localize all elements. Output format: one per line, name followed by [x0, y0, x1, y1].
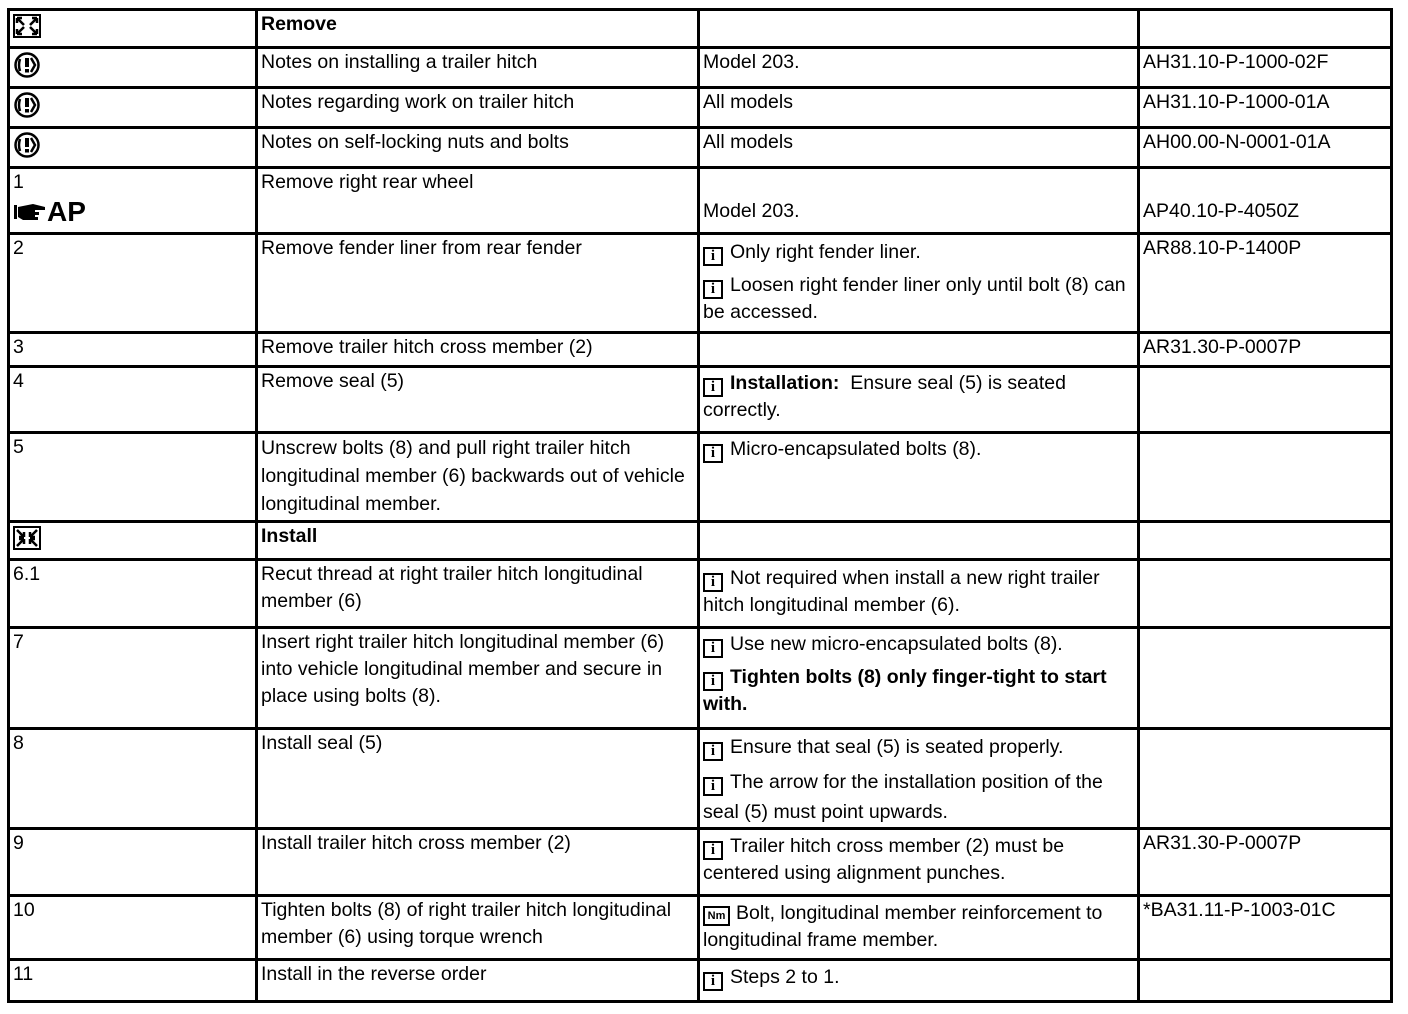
empty-cell — [699, 10, 1139, 48]
step-number: 7 — [9, 628, 257, 729]
step-text: Install seal (5) — [257, 729, 699, 829]
step-text: Remove trailer hitch cross member (2) — [257, 333, 699, 367]
step-row — [9, 628, 1392, 729]
applies-to: Model 203. — [699, 48, 1139, 88]
reference-link[interactable]: AR31.30-P-0007P — [1139, 829, 1392, 896]
procedure-table — [7, 8, 1393, 1003]
ap-link[interactable] — [13, 196, 86, 228]
info-icon: i — [703, 841, 723, 860]
torque-note: Nm Bolt, longitudinal member reinforcement to longitudinal frame member. — [703, 902, 1103, 951]
step-text: Unscrew bolts (8) and pull right trailer hitch longitudinal member (6) backwards out of vehicle longitudinal member. — [257, 433, 699, 522]
empty-cell — [1139, 729, 1392, 829]
step-row — [9, 367, 1392, 433]
info-icon: i — [703, 280, 723, 299]
info-icon: i — [703, 639, 723, 658]
step-row — [9, 168, 1392, 234]
info-note: i Tighten bolts (8) only finger-tight to start with. — [703, 666, 1107, 715]
reference-link[interactable]: AH31.10-P-1000-01A — [1139, 88, 1392, 128]
step-number: 5 — [9, 433, 257, 522]
info-icon: i — [703, 444, 723, 463]
step-text: Remove seal (5) — [257, 367, 699, 433]
notes-row — [9, 88, 1392, 128]
applies-to: Model 203. — [703, 200, 800, 222]
section-header-remove — [9, 10, 1392, 48]
step-text: Install in the reverse order — [257, 960, 699, 1002]
step-text: Remove fender liner from rear fender — [257, 234, 699, 333]
info-note: i Loosen right fender liner only until bolt (8) can be accessed. — [703, 274, 1126, 323]
step-row — [9, 960, 1392, 1002]
caution-icon — [13, 132, 41, 158]
step-text: Recut thread at right trailer hitch longitudinal member (6) — [257, 560, 699, 628]
section-title-remove: Remove — [257, 10, 699, 48]
info-icon: i — [703, 742, 723, 761]
caution-icon — [13, 52, 41, 78]
reference-link[interactable]: AH00.00-N-0001-01A — [1139, 128, 1392, 168]
info-icon: i — [703, 972, 723, 991]
section-header-install — [9, 522, 1392, 560]
empty-cell — [1139, 522, 1392, 560]
reference-link[interactable]: AH31.10-P-1000-02F — [1139, 48, 1392, 88]
reference-link[interactable]: AR88.10-P-1400P — [1139, 234, 1392, 333]
note-text: Notes regarding work on trailer hitch — [257, 88, 699, 128]
step-number: 1 — [13, 171, 24, 193]
empty-cell — [699, 522, 1139, 560]
step-text: Tighten bolts (8) of right trailer hitch longitudinal member (6) using torque wrench — [257, 896, 699, 960]
note-text: Notes on installing a trailer hitch — [257, 48, 699, 88]
step-number: 8 — [9, 729, 257, 829]
info-note: i Steps 2 to 1. — [703, 964, 1134, 991]
empty-cell — [1139, 10, 1392, 48]
reference-link[interactable]: AR31.30-P-0007P — [1139, 333, 1392, 367]
info-icon: i — [703, 247, 723, 266]
info-icon: i — [703, 378, 723, 397]
step-number: 11 — [9, 960, 257, 1002]
info-icon: i — [703, 573, 723, 592]
step-number: 9 — [9, 829, 257, 896]
step-number: 4 — [9, 367, 257, 433]
empty-cell — [1139, 628, 1392, 729]
info-icon: i — [703, 777, 723, 796]
info-icon: i — [703, 672, 723, 691]
step-text: Remove right rear wheel — [257, 168, 699, 234]
info-note: i Not required when install a new right trailer hitch longitudinal member (6). — [703, 567, 1100, 616]
step-number: 2 — [9, 234, 257, 333]
notes-row — [9, 48, 1392, 88]
step-number: 3 — [9, 333, 257, 367]
info-note: i Installation: Ensure seal (5) is seated correctly. — [703, 372, 1066, 421]
caution-icon — [13, 92, 41, 118]
step-text: Insert right trailer hitch longitudinal member (6) into vehicle longitudinal member and secure in place using bolts (8). — [257, 628, 699, 729]
step-text: Install trailer hitch cross member (2) — [257, 829, 699, 896]
step-row — [9, 729, 1392, 829]
empty-cell — [1139, 433, 1392, 522]
step-row — [9, 333, 1392, 367]
info-note: i Trailer hitch cross member (2) must be centered using alignment punches. — [703, 835, 1065, 884]
applies-to: All models — [699, 88, 1139, 128]
empty-cell — [1139, 960, 1392, 1002]
step-number: 10 — [9, 896, 257, 960]
ap-label: AP — [47, 196, 86, 227]
remove-icon-cell — [9, 10, 257, 48]
step-row — [9, 829, 1392, 896]
step-row — [9, 234, 1392, 333]
info-note: i The arrow for the installation position of the seal (5) must point upwards. — [703, 771, 1103, 823]
section-title-install: Install — [257, 522, 699, 560]
empty-cell — [699, 333, 1139, 367]
torque-icon: Nm — [703, 906, 730, 926]
install-icon — [13, 526, 41, 550]
pointing-hand-icon — [13, 201, 47, 223]
step-row — [9, 896, 1392, 960]
reference-link[interactable]: *BA31.11-P-1003-01C — [1139, 896, 1392, 960]
info-note: i Only right fender liner. — [703, 239, 1134, 266]
remove-icon — [13, 14, 41, 38]
empty-cell — [1139, 367, 1392, 433]
info-note: i Micro-encapsulated bolts (8). — [703, 436, 1134, 463]
notes-row — [9, 128, 1392, 168]
info-note: i Use new micro-encapsulated bolts (8). — [703, 631, 1134, 658]
step-row — [9, 560, 1392, 628]
step-number: 6.1 — [9, 560, 257, 628]
info-note: i Ensure that seal (5) is seated properly. — [703, 734, 1134, 761]
install-icon-cell — [9, 522, 257, 560]
empty-cell — [1139, 560, 1392, 628]
note-text: Notes on self-locking nuts and bolts — [257, 128, 699, 168]
reference-link[interactable]: AP40.10-P-4050Z — [1143, 200, 1300, 222]
step-row — [9, 433, 1392, 522]
applies-to: All models — [699, 128, 1139, 168]
